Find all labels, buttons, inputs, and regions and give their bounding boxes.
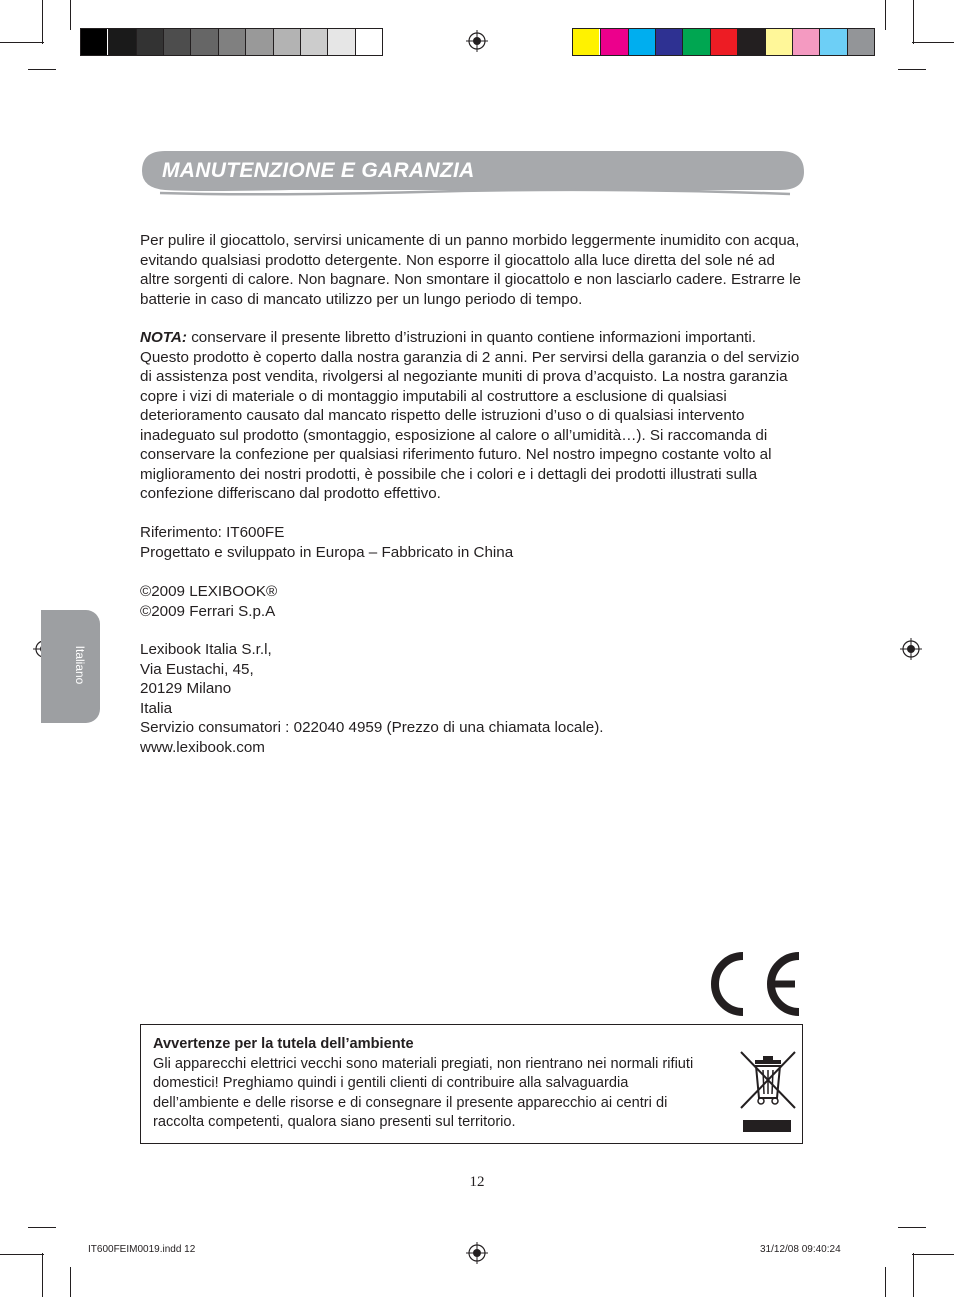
copyright-block [140, 582, 808, 621]
grayscale-color-bar [80, 28, 383, 56]
copyright-lexibook: ©2009 LEXIBOOK® [140, 583, 278, 600]
crop-mark [912, 1254, 954, 1255]
color-swatch [355, 29, 382, 55]
crop-mark [70, 0, 71, 30]
color-swatch [573, 29, 599, 55]
crop-mark [70, 1267, 71, 1297]
color-swatch [273, 29, 300, 55]
color-swatch [163, 29, 190, 55]
paragraph-cleaning: Per pulire il giocattolo, servirsi unicamente di un panno morbido leggermente inumidito con acqua, evitando qualsiasi prodotto detergente. Non esporre il giocattolo alla luce diretta del sole né ad altre sorgenti di calore. Non bagnare. Non smontare il giocattolo e non lasciarlo cadere. Estrarre le batterie in caso di mancato utilizzo per un lungo periodo di tempo. [140, 232, 802, 308]
address-block [140, 640, 808, 757]
cleaning-instructions [140, 231, 808, 309]
copyright-ferrari: ©2009 Ferrari S.p.A [140, 602, 276, 620]
ce-mark-icon [711, 952, 803, 1016]
page-number: 12 [469, 1174, 485, 1190]
warranty-note [140, 328, 808, 504]
color-swatch [819, 29, 846, 55]
color-swatch [737, 29, 764, 55]
crop-mark [898, 1227, 926, 1228]
color-swatch [245, 29, 272, 55]
color-swatch [600, 29, 627, 55]
paragraph-note [140, 328, 808, 504]
slug-file-info: IT600FEIM0019.indd 12 [88, 1244, 196, 1255]
crop-mark [912, 42, 954, 43]
registration-mark-icon [900, 638, 922, 660]
color-swatch [628, 29, 655, 55]
environment-notice [153, 1035, 713, 1133]
crop-mark [0, 42, 44, 43]
process-color-bar [572, 28, 875, 56]
weee-bin-icon [737, 1046, 797, 1136]
crop-mark [42, 1253, 43, 1297]
website-link[interactable]: www.lexibook.com [140, 738, 265, 756]
crop-mark [885, 0, 886, 30]
address-country: Italia [140, 699, 173, 717]
color-swatch [136, 29, 163, 55]
crop-mark [28, 69, 56, 70]
note-label: NOTA: [140, 329, 187, 346]
note-text: conservare il presente libretto d’istruzioni in quanto contiene informazioni importanti. Questo prodotto è coperto dalla nostra garanzia di 2 anni. Per servirsi della garanzia o del servizio di assistenza post vendita, rivolgersi al negoziante muniti di prova d’acquisto. La nostra garanzia copre i vizi di materiale o di montaggio imputabili al costruttore a esclusione di qualsiasi deterioramento causato dal mancato rispetto delle istruzioni d’uso o di qualsiasi intervento inadeguato sul prodotto (smontaggio, esposizione al calore o all’umidità…). Si raccomanda di conservare la confezione per qualsiasi riferimento futuro. Nel nostro impegno costante volto al miglioramento dei nostri prodotti, è possibile che i colori e i dettagli dei prodotti illustrati sulla confezione differiscano dal prodotto effettivo. [140, 329, 800, 502]
color-swatch [792, 29, 819, 55]
address-company: Lexibook Italia S.r.l, [140, 641, 272, 658]
crop-mark [28, 1227, 56, 1228]
crop-mark [885, 1267, 886, 1297]
color-swatch [765, 29, 792, 55]
consumer-service: Servizio consumatori : 022040 4959 (Prezzo di una chiamata locale). [140, 719, 604, 736]
language-tab-label: Italiano [73, 645, 87, 685]
crop-mark [913, 1253, 914, 1297]
language-tab [41, 610, 100, 723]
color-swatch [300, 29, 327, 55]
crop-mark [0, 1254, 44, 1255]
color-swatch [710, 29, 737, 55]
registration-mark-icon [466, 30, 488, 52]
color-swatch [847, 29, 874, 55]
crop-mark [913, 0, 914, 44]
crop-mark [42, 0, 43, 44]
section-title: MANUTENZIONE E GARANZIA [162, 159, 475, 182]
color-swatch [108, 29, 135, 55]
color-swatch [327, 29, 354, 55]
color-swatch [81, 29, 107, 55]
slug-date-time: 31/12/08 09:40:24 [760, 1244, 841, 1255]
environment-text: Gli apparecchi elettrici vecchi sono materiali pregiati, non rientrano nei normali rifiuti domestici! Preghiamo quindi i gentili clienti di contribuire alla salvaguardia dell’ambiente e delle risorse e di consegnare il presente apparecchio ai centri di raccolta competenti, qualora siano presenti sul territorio. [153, 1055, 694, 1130]
color-swatch [655, 29, 682, 55]
registration-mark-icon [466, 1242, 488, 1264]
address-city: 20129 Milano [140, 680, 232, 697]
made-in-line: Progettato e sviluppato in Europa – Fabbricato in China [140, 543, 514, 561]
address-street: Via Eustachi, 45, [140, 660, 254, 678]
product-reference [140, 523, 808, 562]
color-swatch [190, 29, 217, 55]
crop-mark [898, 69, 926, 70]
color-swatch [218, 29, 245, 55]
environment-title: Avvertenze per la tutela dell’ambiente [153, 1036, 414, 1052]
color-swatch [682, 29, 709, 55]
reference-line: Riferimento: IT600FE [140, 524, 285, 541]
